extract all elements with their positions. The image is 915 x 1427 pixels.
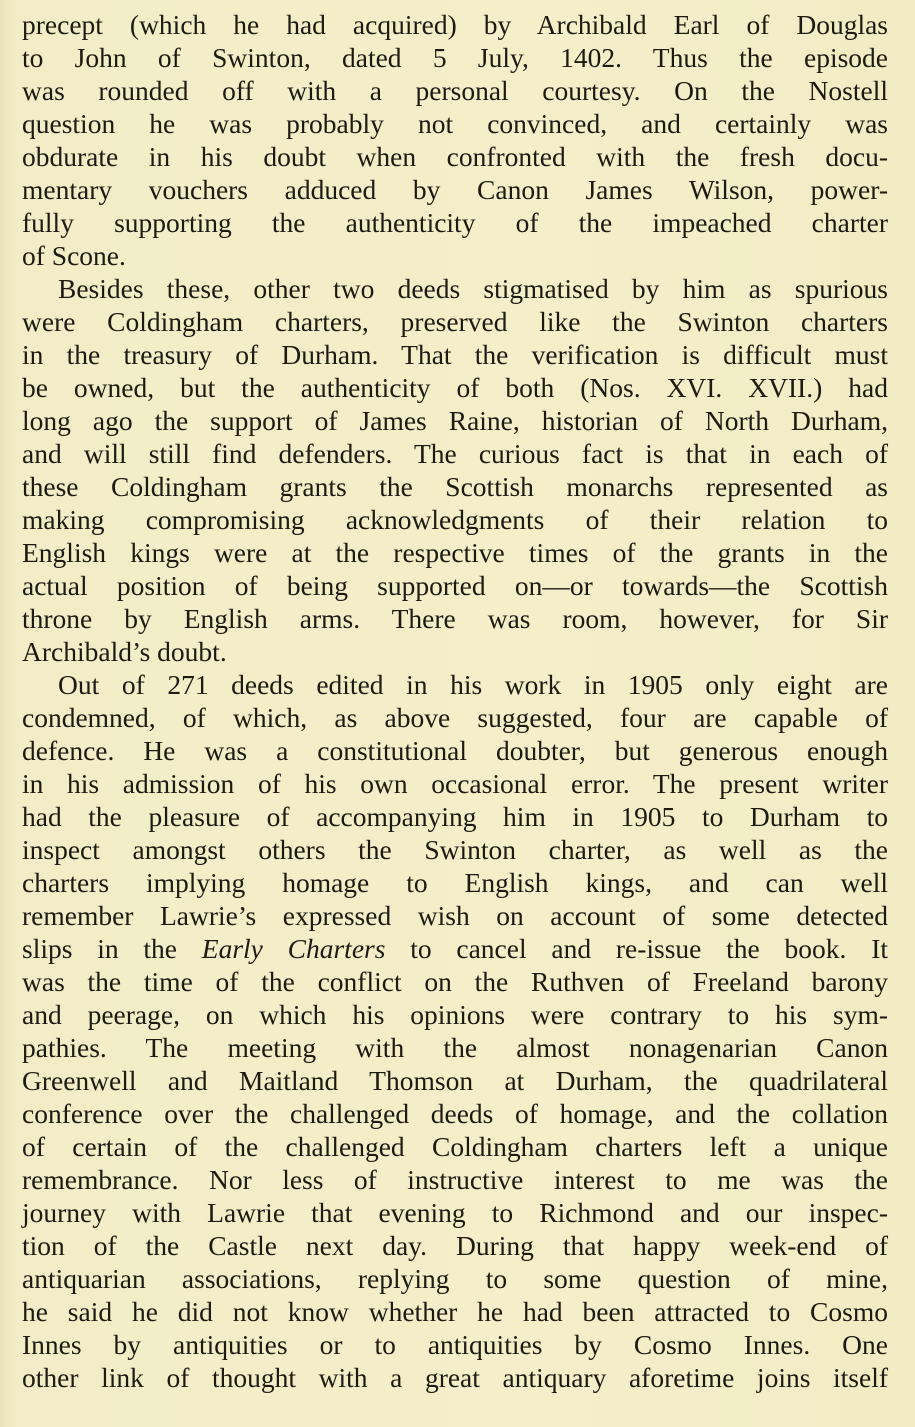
text-line	[22, 503, 888, 536]
text-line	[22, 305, 888, 338]
text-segment: condemned, of which, as above suggested, four are capable of	[22, 702, 888, 733]
text-line	[22, 1196, 888, 1229]
text-line	[22, 173, 888, 206]
text-segment: English kings were at the respective times of the grants in the	[22, 537, 888, 568]
text-line	[22, 41, 888, 74]
text-segment: throne by English arms. There was room, however, for Sir	[22, 603, 888, 634]
text-segment: to John of Swinton, dated 5 July, 1402. Thus the episode	[22, 42, 888, 73]
text-line	[22, 998, 888, 1031]
text-line	[22, 371, 888, 404]
text-segment: tion of the Castle next day. During that happy week-end of	[22, 1230, 888, 1261]
text-segment: pathies. The meeting with the almost nonagenarian Canon	[22, 1032, 888, 1063]
text-segment: and will still find defenders. The curious fact is that in each of	[22, 438, 888, 469]
text-segment: in his admission of his own occasional error. The present writer	[22, 768, 888, 799]
text-segment: these Coldingham grants the Scottish monarchs represented as	[22, 471, 888, 502]
text-segment: Besides these, other two deeds stigmatised by him as spurious	[58, 273, 888, 304]
text-line	[22, 932, 888, 965]
text-line	[22, 1328, 888, 1361]
text-segment: antiquarian associations, replying to some question of mine,	[22, 1263, 888, 1294]
text-line	[22, 1163, 888, 1196]
text-segment: was the time of the conflict on the Ruthven of Freeland barony	[22, 966, 888, 997]
text-segment: journey with Lawrie that evening to Richmond and our inspec-	[22, 1197, 888, 1228]
text-segment: conference over the challenged deeds of homage, and the collation	[22, 1098, 888, 1129]
text-line	[22, 668, 888, 701]
text-line	[22, 569, 888, 602]
text-segment: actual position of being supported on—or towards—the Scottish	[22, 570, 888, 601]
text-line	[22, 701, 888, 734]
paragraph	[22, 668, 888, 1394]
text-line	[22, 272, 888, 305]
text-line	[22, 338, 888, 371]
text-line	[22, 1130, 888, 1163]
text-segment: to cancel and re-issue the book. It	[385, 933, 888, 964]
text-line	[22, 1295, 888, 1328]
text-line	[22, 602, 888, 635]
text-segment: were Coldingham charters, preserved like the Swinton charters	[22, 306, 888, 337]
text-segment: of certain of the challenged Coldingham charters left a unique	[22, 1131, 888, 1162]
text-segment: he said he did not know whether he had been attracted to Cosmo	[22, 1296, 888, 1327]
text-segment: question he was probably not convinced, and certainly was	[22, 108, 888, 139]
text-line	[22, 536, 888, 569]
text-segment: be owned, but the authenticity of both (Nos. XVI. XVII.) had	[22, 372, 888, 403]
text-segment: other link of thought with a great antiquary aforetime joins itself	[22, 1362, 888, 1393]
text-line	[22, 404, 888, 437]
italic-title: Early Charters	[201, 933, 386, 964]
text-segment: defence. He was a constitutional doubter, but generous enough	[22, 735, 888, 766]
paragraph	[22, 272, 888, 668]
text-line	[22, 1031, 888, 1064]
text-segment: and peerage, on which his opinions were contrary to his sym-	[22, 999, 888, 1030]
text-line	[22, 734, 888, 767]
body-text	[22, 8, 888, 1394]
text-line	[22, 899, 888, 932]
text-line	[22, 74, 888, 107]
text-segment: Archibald’s doubt.	[22, 636, 227, 667]
text-segment: mentary vouchers adduced by Canon James Wilson, power-	[22, 174, 888, 205]
text-line	[22, 1064, 888, 1097]
text-line	[22, 866, 888, 899]
text-line	[22, 833, 888, 866]
text-segment: Innes by antiquities or to antiquities by Cosmo Innes. One	[22, 1329, 888, 1360]
text-segment: was rounded off with a personal courtesy. On the Nostell	[22, 75, 888, 106]
text-segment: slips in the	[22, 933, 202, 964]
text-segment: making compromising acknowledgments of their relation to	[22, 504, 888, 535]
text-line	[22, 1229, 888, 1262]
text-line	[22, 635, 888, 668]
text-segment: remember Lawrie’s expressed wish on account of some detected	[22, 900, 888, 931]
text-line	[22, 206, 888, 239]
text-segment: remembrance. Nor less of instructive interest to me was the	[22, 1164, 888, 1195]
text-line	[22, 239, 888, 272]
text-line	[22, 437, 888, 470]
text-segment: inspect amongst others the Swinton charter, as well as the	[22, 834, 888, 865]
text-segment: Greenwell and Maitland Thomson at Durham, the quadrilateral	[22, 1065, 888, 1096]
text-segment: charters implying homage to English kings, and can well	[22, 867, 888, 898]
text-line	[22, 8, 888, 41]
text-segment: fully supporting the authenticity of the impeached charter	[22, 207, 888, 238]
text-segment: precept (which he had acquired) by Archibald Earl of Douglas	[22, 9, 888, 40]
text-line	[22, 800, 888, 833]
text-line	[22, 140, 888, 173]
text-segment: in the treasury of Durham. That the verification is difficult must	[22, 339, 888, 370]
text-segment: Out of 271 deeds edited in his work in 1905 only eight are	[58, 669, 888, 700]
text-line	[22, 1097, 888, 1130]
text-line	[22, 965, 888, 998]
text-line	[22, 470, 888, 503]
text-line	[22, 767, 888, 800]
text-line	[22, 1262, 888, 1295]
text-line	[22, 107, 888, 140]
text-segment: of Scone.	[22, 240, 126, 271]
text-segment: had the pleasure of accompanying him in 1905 to Durham to	[22, 801, 888, 832]
paragraph	[22, 8, 888, 272]
text-segment: obdurate in his doubt when confronted with the fresh docu-	[22, 141, 888, 172]
text-line	[22, 1361, 888, 1394]
text-segment: long ago the support of James Raine, historian of North Durham,	[22, 405, 888, 436]
